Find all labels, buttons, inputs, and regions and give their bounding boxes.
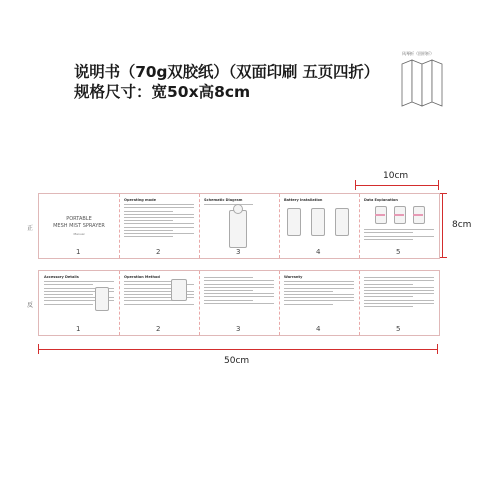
back-panel-2 xyxy=(119,271,200,335)
total-width-tick-left xyxy=(38,344,39,354)
front-p2-heading: Operating mode xyxy=(124,198,156,202)
fold-type-label: 风琴折（回形折） xyxy=(402,51,434,56)
height-label: 8cm xyxy=(452,220,472,230)
back-side-label: 反 xyxy=(27,302,34,309)
spec-title: 说明书（70g双胶纸）（双面印刷 五页四折） xyxy=(74,63,379,81)
total-width-tick-right xyxy=(437,344,438,354)
panel-width-tick-left xyxy=(355,180,356,190)
back-panel-5 xyxy=(359,271,439,335)
front-p5-heading: Data Explanation xyxy=(364,198,398,202)
front-panel-number: 3 xyxy=(236,248,241,256)
back-panel-1 xyxy=(39,271,120,335)
back-p2-heading: Operation Method xyxy=(124,275,160,279)
front-panel-number: 1 xyxy=(76,248,81,256)
back-panel-number: 3 xyxy=(236,325,241,333)
back-panel-number: 2 xyxy=(156,325,161,333)
cover-title-1: PORTABLE xyxy=(66,216,92,222)
front-panel-2 xyxy=(119,194,200,258)
operation-diagram xyxy=(171,279,187,301)
front-panel-number: 5 xyxy=(396,248,401,256)
back-panel-number: 4 xyxy=(316,325,321,333)
cover-title-2: MESH MIST SPRAYER xyxy=(53,223,105,229)
total-width-line xyxy=(38,349,438,350)
back-sheet xyxy=(38,270,440,336)
front-panel-1 xyxy=(39,194,120,258)
front-panel-3 xyxy=(199,194,280,258)
total-width-label: 50cm xyxy=(224,356,250,366)
back-panel-number: 5 xyxy=(396,325,401,333)
front-panel-number: 4 xyxy=(316,248,321,256)
step-diagram-3 xyxy=(335,208,349,236)
front-sheet xyxy=(38,193,440,259)
front-panel-5 xyxy=(359,194,439,258)
cover-subtitle: Manual xyxy=(73,232,85,236)
accordion-fold-diagram xyxy=(400,58,445,108)
sprayer-head-diagram xyxy=(233,204,243,214)
front-panel-number: 2 xyxy=(156,248,161,256)
height-line xyxy=(442,193,443,258)
panel-width-tick-right xyxy=(438,180,439,190)
step-diagram-1 xyxy=(287,208,301,236)
back-panel-number: 1 xyxy=(76,325,81,333)
panel-width-line xyxy=(355,185,439,186)
back-p4-heading: Warranty xyxy=(284,275,303,279)
front-p4-heading: Battery Installation xyxy=(284,198,323,202)
back-panel-4 xyxy=(279,271,360,335)
panel-width-label: 10cm xyxy=(383,171,409,181)
front-panel-4 xyxy=(279,194,360,258)
spec-size: 规格尺寸：宽50x高8cm xyxy=(74,83,251,101)
front-side-label: 正 xyxy=(27,225,34,232)
back-p1-heading: Accessory Details xyxy=(44,275,79,279)
front-p3-heading: Schematic Diagram xyxy=(204,198,243,202)
accessory-diagram xyxy=(95,287,109,311)
sprayer-diagram xyxy=(229,210,247,248)
step-diagram-2 xyxy=(311,208,325,236)
back-panel-3 xyxy=(199,271,280,335)
